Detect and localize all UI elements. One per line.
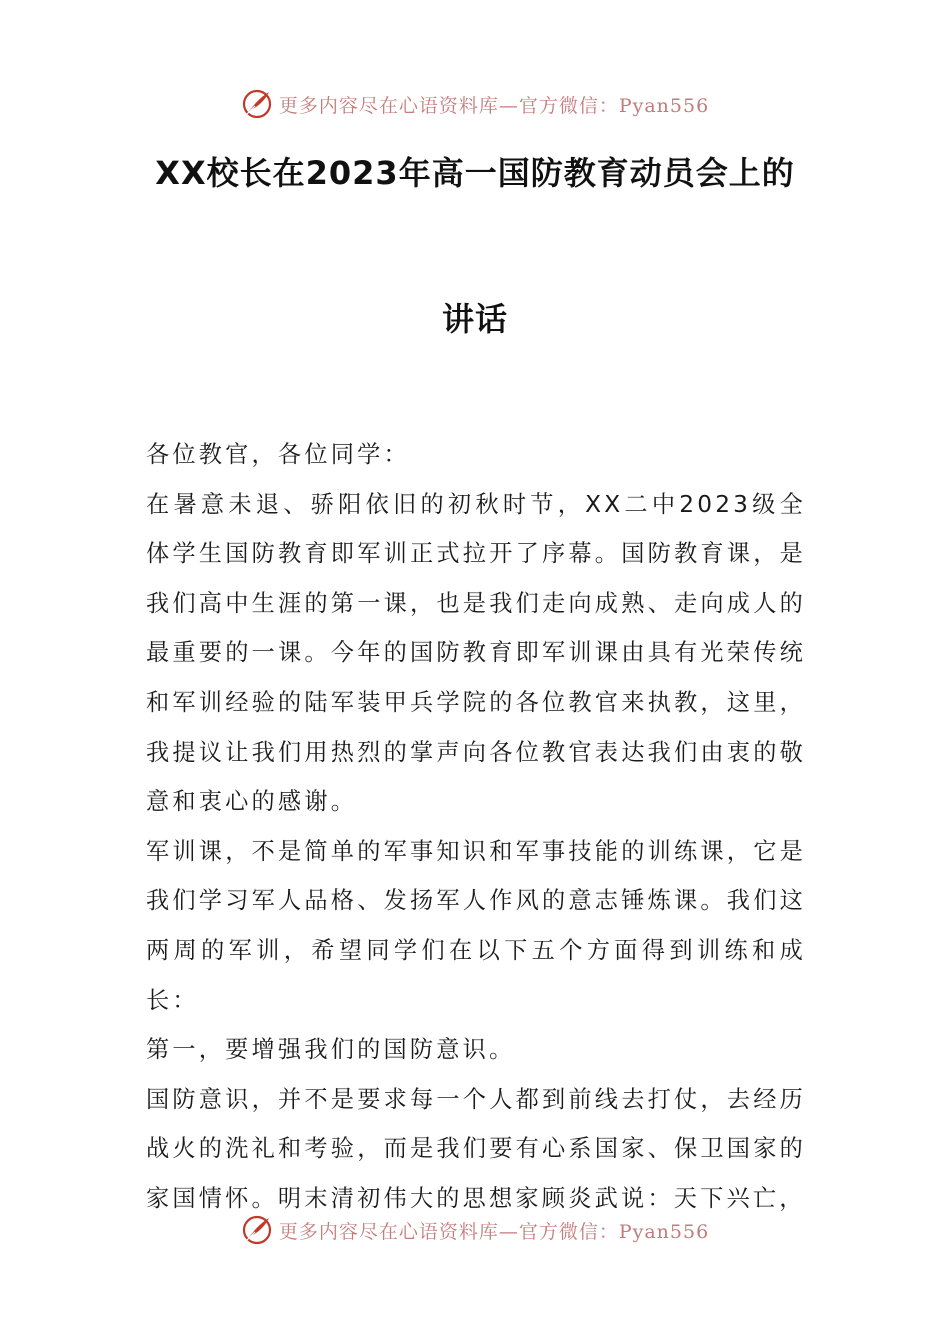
- salutation-paragraph: 各位教官，各位同学：: [146, 441, 410, 468]
- quill-logo-icon: [241, 1214, 273, 1246]
- document-title-line-2: 讲话: [441, 300, 508, 338]
- watermark-content: [241, 1214, 709, 1246]
- document-body: [146, 430, 806, 1224]
- quill-logo-icon: [241, 88, 273, 120]
- document-title-line-1: XX校长在2023年高一国防教育动员会上的: [155, 154, 795, 192]
- watermark-text: 更多内容尽在心语资料库—官方微信：Pyan556: [278, 94, 710, 117]
- body-paragraph: 在暑意未退、骄阳依旧的初秋时节，XX二中2023级全体学生国防教育即军训正式拉开了序幕。国防教育课，是我们高中生涯的第一课，也是我们走向成熟、走向成人的最重要的一课。今年的国防教育即军训课由具有光荣传统和军训经验的陆军装甲兵学院的各位教官来执教，这里，我提议让我们用热烈的掌声向各位教官表达我们由衷的敬意和衷心的感谢。: [146, 490, 806, 816]
- section-heading-paragraph: 第一，要增强我们的国防意识。: [146, 1036, 516, 1064]
- body-paragraph: 军训课，不是简单的军事知识和军事技能的训练课，它是我们学习军人品格、发扬军人作风的意志锤炼课。我们这两周的军训，希望同学们在以下五个方面得到训练和成长：: [146, 837, 806, 1014]
- watermark-text: 更多内容尽在心语资料库—官方微信：Pyan556: [278, 1220, 710, 1243]
- footer-watermark: [0, 1210, 950, 1250]
- watermark-content: [241, 88, 709, 120]
- body-paragraph: 国防意识，并不是要求每一个人都到前线去打仗，去经历战火的洗礼和考验，而是我们要有心系国家、保卫国家的家国情怀。明末清初伟大的思想家顾炎武说：天下兴亡，: [146, 1085, 806, 1212]
- header-watermark: [0, 84, 950, 124]
